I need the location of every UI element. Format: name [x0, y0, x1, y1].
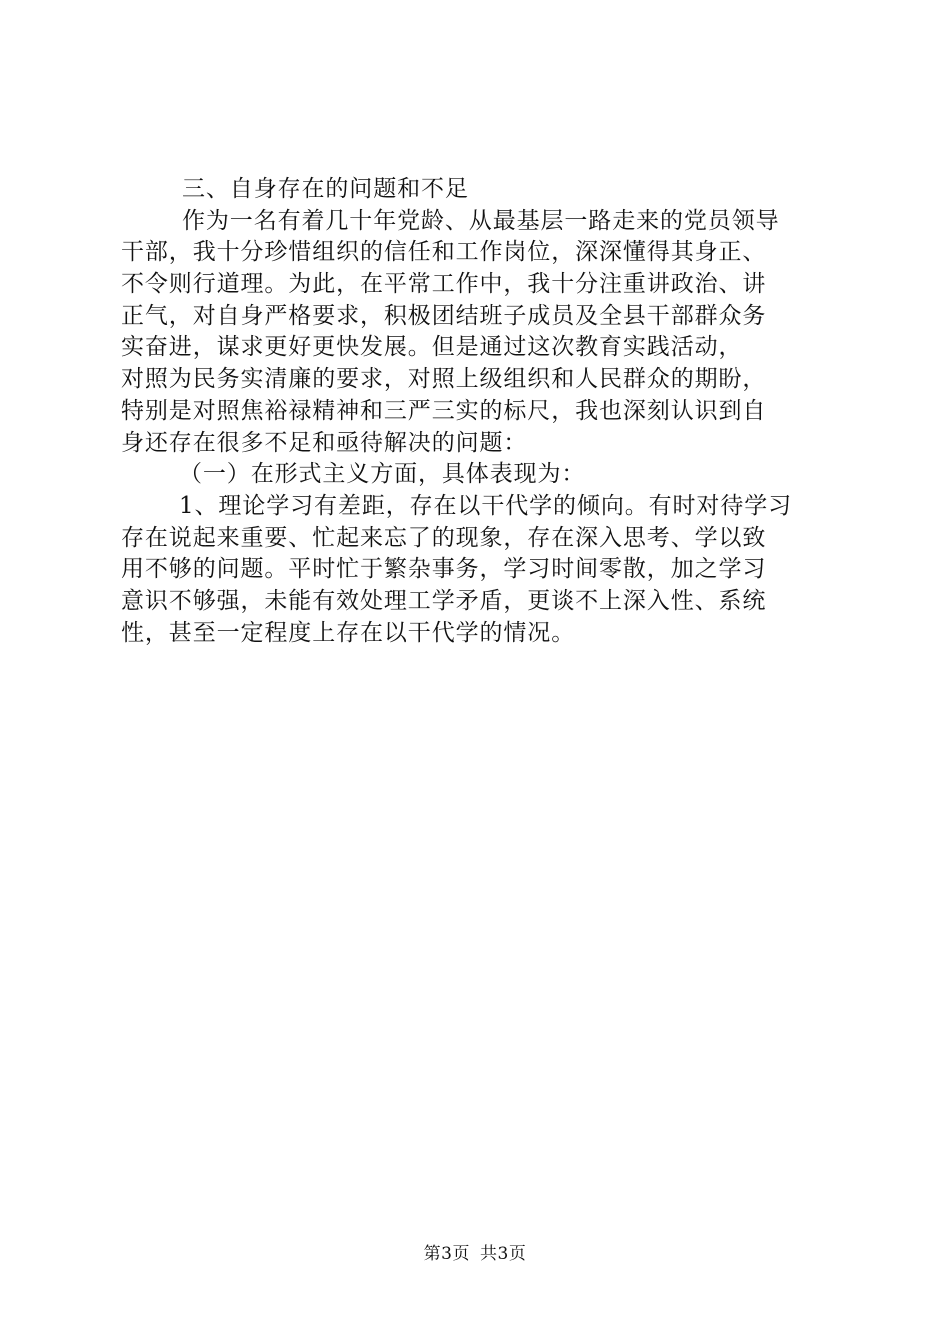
paragraph-line: 对照为民务实清廉的要求，对照上级组织和人民群众的期盼， — [121, 366, 767, 393]
page-footer — [0, 1242, 950, 1266]
paragraph-line: 正气，对自身严格要求，积极团结班子成员及全县干部群众务 — [121, 302, 767, 329]
subsection-heading: （一）在形式主义方面，具体表现为： — [179, 461, 586, 488]
section-heading: 三、自身存在的问题和不足 — [182, 176, 469, 202]
document-body — [121, 174, 833, 649]
paragraph-line: 干部，我十分珍惜组织的信任和工作岗位，深深懂得其身正、 — [121, 239, 767, 266]
paragraph-line: 特别是对照焦裕禄精神和三严三实的标尺，我也深刻认识到自 — [121, 397, 767, 424]
page-number-current: 第3页 — [423, 1244, 470, 1264]
paragraph-line: 性，甚至一定程度上存在以干代学的情况。 — [121, 619, 576, 646]
paragraph-line: 存在说起来重要、忙起来忘了的现象，存在深入思考、学以致 — [121, 524, 767, 551]
paragraph-line: 1、理论学习有差距，存在以干代学的倾向。有时对待学习 — [179, 492, 793, 519]
paragraph-line: 意识不够强，未能有效处理工学矛盾，更谈不上深入性、系统 — [121, 587, 767, 614]
paragraph-line: 实奋进，谋求更好更快发展。但是通过这次教育实践活动， — [121, 334, 743, 361]
paragraph-line: 用不够的问题。平时忙于繁杂事务，学习时间零散，加之学习 — [121, 556, 767, 583]
paragraph-line: 作为一名有着几十年党龄、从最基层一路走来的党员领导 — [182, 207, 780, 234]
paragraph-line: 身还存在很多不足和亟待解决的问题： — [121, 429, 528, 456]
page-number-total: 共3页 — [480, 1244, 527, 1264]
paragraph-line: 不令则行道理。为此，在平常工作中，我十分注重讲政治、讲 — [121, 271, 767, 298]
